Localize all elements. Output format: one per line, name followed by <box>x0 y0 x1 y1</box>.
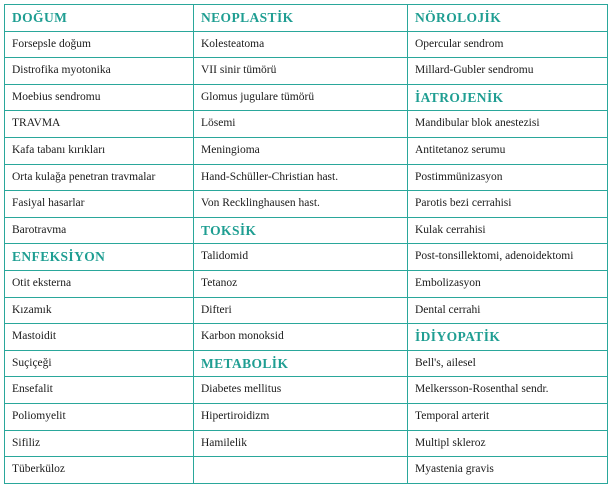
table-row <box>5 350 608 377</box>
table-row <box>5 377 608 404</box>
table-cell: Fasiyal hasarlar <box>5 191 194 218</box>
table-cell: Orta kulağa penetran travmalar <box>5 164 194 191</box>
table-body <box>5 5 608 484</box>
category-header-cell: METABOLİK <box>194 350 408 377</box>
table-cell: Hand-Schüller-Christian hast. <box>194 164 408 191</box>
table-cell: Tüberküloz <box>5 457 194 484</box>
table-cell: Kolesteatoma <box>194 31 408 58</box>
table-cell: Von Recklinghausen hast. <box>194 191 408 218</box>
table-row <box>5 5 608 32</box>
table-cell: Poliomyelit <box>5 403 194 430</box>
table-cell: Talidomid <box>194 244 408 271</box>
table-cell: Embolizasyon <box>408 270 608 297</box>
table-cell: Glomus jugulare tümörü <box>194 84 408 111</box>
table-cell: Sifiliz <box>5 430 194 457</box>
table-cell: Karbon monoksid <box>194 324 408 351</box>
table-cell: Parotis bezi cerrahisi <box>408 191 608 218</box>
table-cell <box>194 457 408 484</box>
table-row <box>5 403 608 430</box>
table-cell: Tetanoz <box>194 270 408 297</box>
table-cell: Barotravma <box>5 217 194 244</box>
etiology-table-wrapper <box>4 4 608 484</box>
etiology-table <box>4 4 608 484</box>
table-row <box>5 111 608 138</box>
table-row <box>5 31 608 58</box>
category-header-cell: İATROJENİK <box>408 84 608 111</box>
table-cell: Temporal arterit <box>408 403 608 430</box>
category-header-cell: NÖROLOJİK <box>408 5 608 32</box>
category-header-cell: NEOPLASTİK <box>194 5 408 32</box>
table-cell: Kızamık <box>5 297 194 324</box>
table-row <box>5 297 608 324</box>
table-cell: Millard-Gubler sendromu <box>408 58 608 85</box>
table-row <box>5 457 608 484</box>
table-cell: Dental cerrahi <box>408 297 608 324</box>
table-cell: Hamilelik <box>194 430 408 457</box>
category-header-cell: DOĞUM <box>5 5 194 32</box>
table-row <box>5 84 608 111</box>
table-cell: VII sinir tümörü <box>194 58 408 85</box>
table-cell: Multipl skleroz <box>408 430 608 457</box>
table-cell: Difteri <box>194 297 408 324</box>
table-cell: Antitetanoz serumu <box>408 137 608 164</box>
table-row <box>5 430 608 457</box>
table-cell: Meningioma <box>194 137 408 164</box>
table-cell: Lösemi <box>194 111 408 138</box>
table-cell: Bell's, ailesel <box>408 350 608 377</box>
table-row <box>5 164 608 191</box>
table-cell: Moebius sendromu <box>5 84 194 111</box>
table-cell: Ensefalit <box>5 377 194 404</box>
table-row <box>5 270 608 297</box>
table-cell: Hipertiroidizm <box>194 403 408 430</box>
table-row <box>5 58 608 85</box>
table-cell: Mastoidit <box>5 324 194 351</box>
table-cell: Mandibular blok anestezisi <box>408 111 608 138</box>
category-header-cell: İDİYOPATİK <box>408 324 608 351</box>
table-cell: Otit eksterna <box>5 270 194 297</box>
table-row <box>5 191 608 218</box>
table-cell: Kafa tabanı kırıkları <box>5 137 194 164</box>
category-header-cell: ENFEKSİYON <box>5 244 194 271</box>
table-cell: Opercular sendrom <box>408 31 608 58</box>
table-cell: Postimmünizasyon <box>408 164 608 191</box>
table-cell: Kulak cerrahisi <box>408 217 608 244</box>
table-cell: Myastenia gravis <box>408 457 608 484</box>
table-cell: Suçiçeği <box>5 350 194 377</box>
category-header-cell: TOKSİK <box>194 217 408 244</box>
table-cell: Diabetes mellitus <box>194 377 408 404</box>
table-cell: Distrofika myotonika <box>5 58 194 85</box>
table-row <box>5 137 608 164</box>
table-row <box>5 244 608 271</box>
table-row <box>5 324 608 351</box>
table-row <box>5 217 608 244</box>
table-cell: TRAVMA <box>5 111 194 138</box>
table-cell: Forsepsle doğum <box>5 31 194 58</box>
table-cell: Post-tonsillektomi, adenoidektomi <box>408 244 608 271</box>
table-cell: Melkersson-Rosenthal sendr. <box>408 377 608 404</box>
